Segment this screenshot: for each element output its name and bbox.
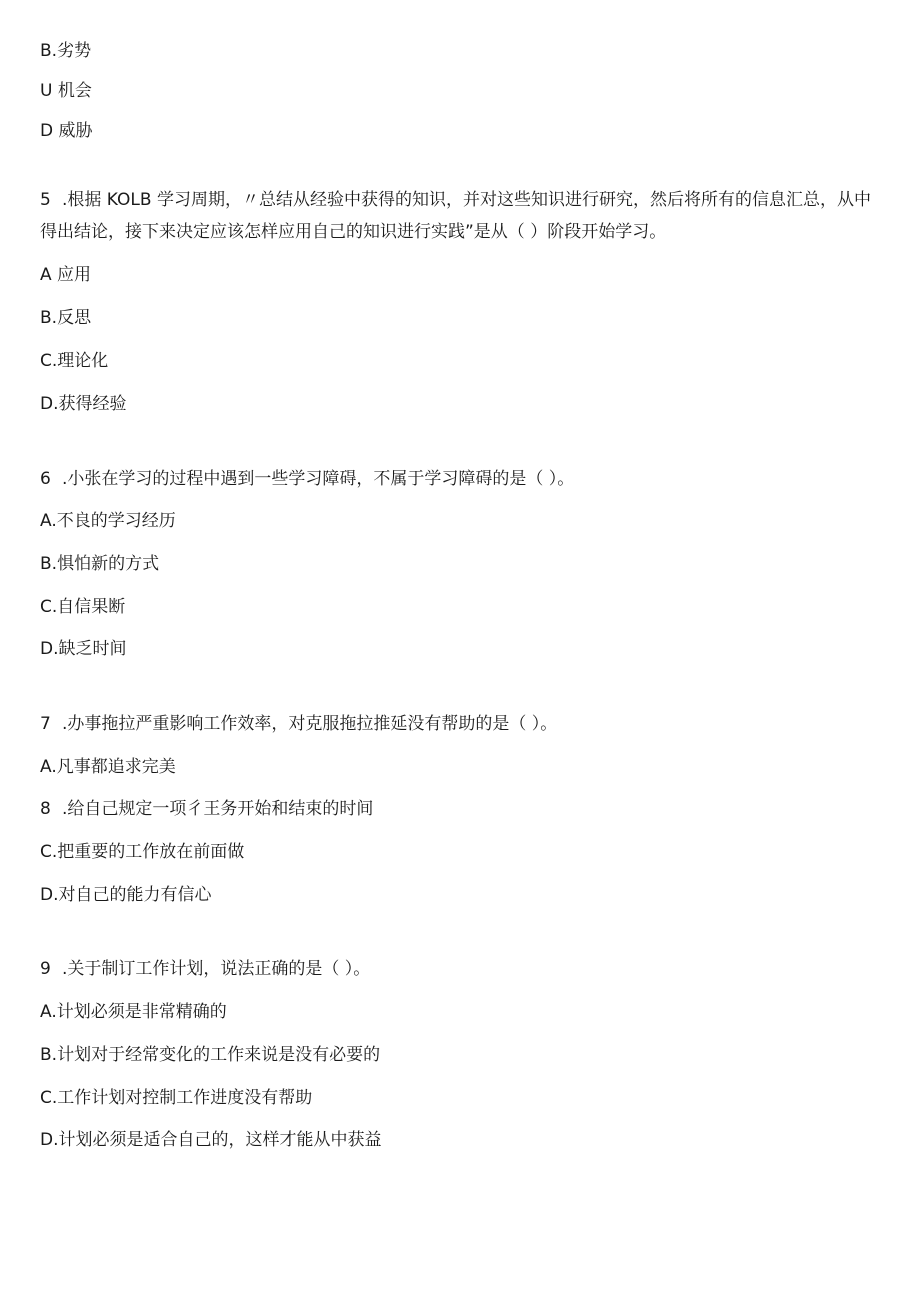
q9-option-a: A.计划必须是非常精确的: [40, 1002, 227, 1022]
q6-stem: [40, 468, 574, 490]
q5-text: .根据 KOLB 学习周期，〃总结从经验中获得的知识，并对这些知识进行研究，然后将所有的信息汇总，从中得出结论，接下来决定应该怎样应用自己的知识进行实践”是从（ ）阶段开始学习。: [40, 190, 871, 242]
q5-option-d: D.获得经验: [40, 394, 127, 414]
q8-option-c: C.把重要的工作放在前面做: [40, 842, 245, 862]
q7-number: 7: [40, 714, 51, 734]
q8-text: .给自己规定一项彳王务开始和结束的时间: [62, 799, 374, 819]
q5-option-c: C.理论化: [40, 351, 109, 371]
q9-option-b: B.计划对于经常变化的工作来说是没有必要的: [40, 1045, 381, 1065]
q9-stem: [40, 958, 370, 980]
q7-text: .办事拖拉严重影响工作效率，对克服拖拉推延没有帮助的是（ ）。: [62, 714, 558, 734]
q6-number: 6: [40, 469, 51, 489]
q8-stem: [40, 798, 373, 820]
q8-number: 8: [40, 799, 51, 819]
q9-number: 9: [40, 959, 51, 979]
q4-option-c: U 机会: [40, 81, 92, 101]
q4-option-b: B.劣势: [40, 41, 92, 61]
q5-number: 5: [40, 190, 51, 210]
q7-option-a: A.凡事都追求完美: [40, 757, 176, 777]
q7-stem: [40, 713, 557, 735]
q9-option-c: C.工作计划对控制工作进度没有帮助: [40, 1088, 313, 1108]
q6-option-d: D.缺乏时间: [40, 639, 127, 659]
q4-option-d: D 威胁: [40, 121, 93, 141]
q6-option-b: B.惧怕新的方式: [40, 554, 160, 574]
q6-option-c: C.自信果断: [40, 597, 126, 617]
q9-option-d: D.计划必须是适合自己的，这样才能从中获益: [40, 1130, 382, 1150]
q9-text: .关于制订工作计划，说法正确的是（ ）。: [62, 959, 371, 979]
q5-option-a: A 应用: [40, 265, 92, 285]
q6-text: .小张在学习的过程中遇到一些学习障碍，不属于学习障碍的是（ ）。: [62, 469, 575, 489]
q6-option-a: A.不良的学习经历: [40, 511, 176, 531]
q5-stem: [40, 184, 880, 248]
q5-option-b: B.反思: [40, 308, 92, 328]
q8-option-d: D.对自己的能力有信心: [40, 885, 212, 905]
